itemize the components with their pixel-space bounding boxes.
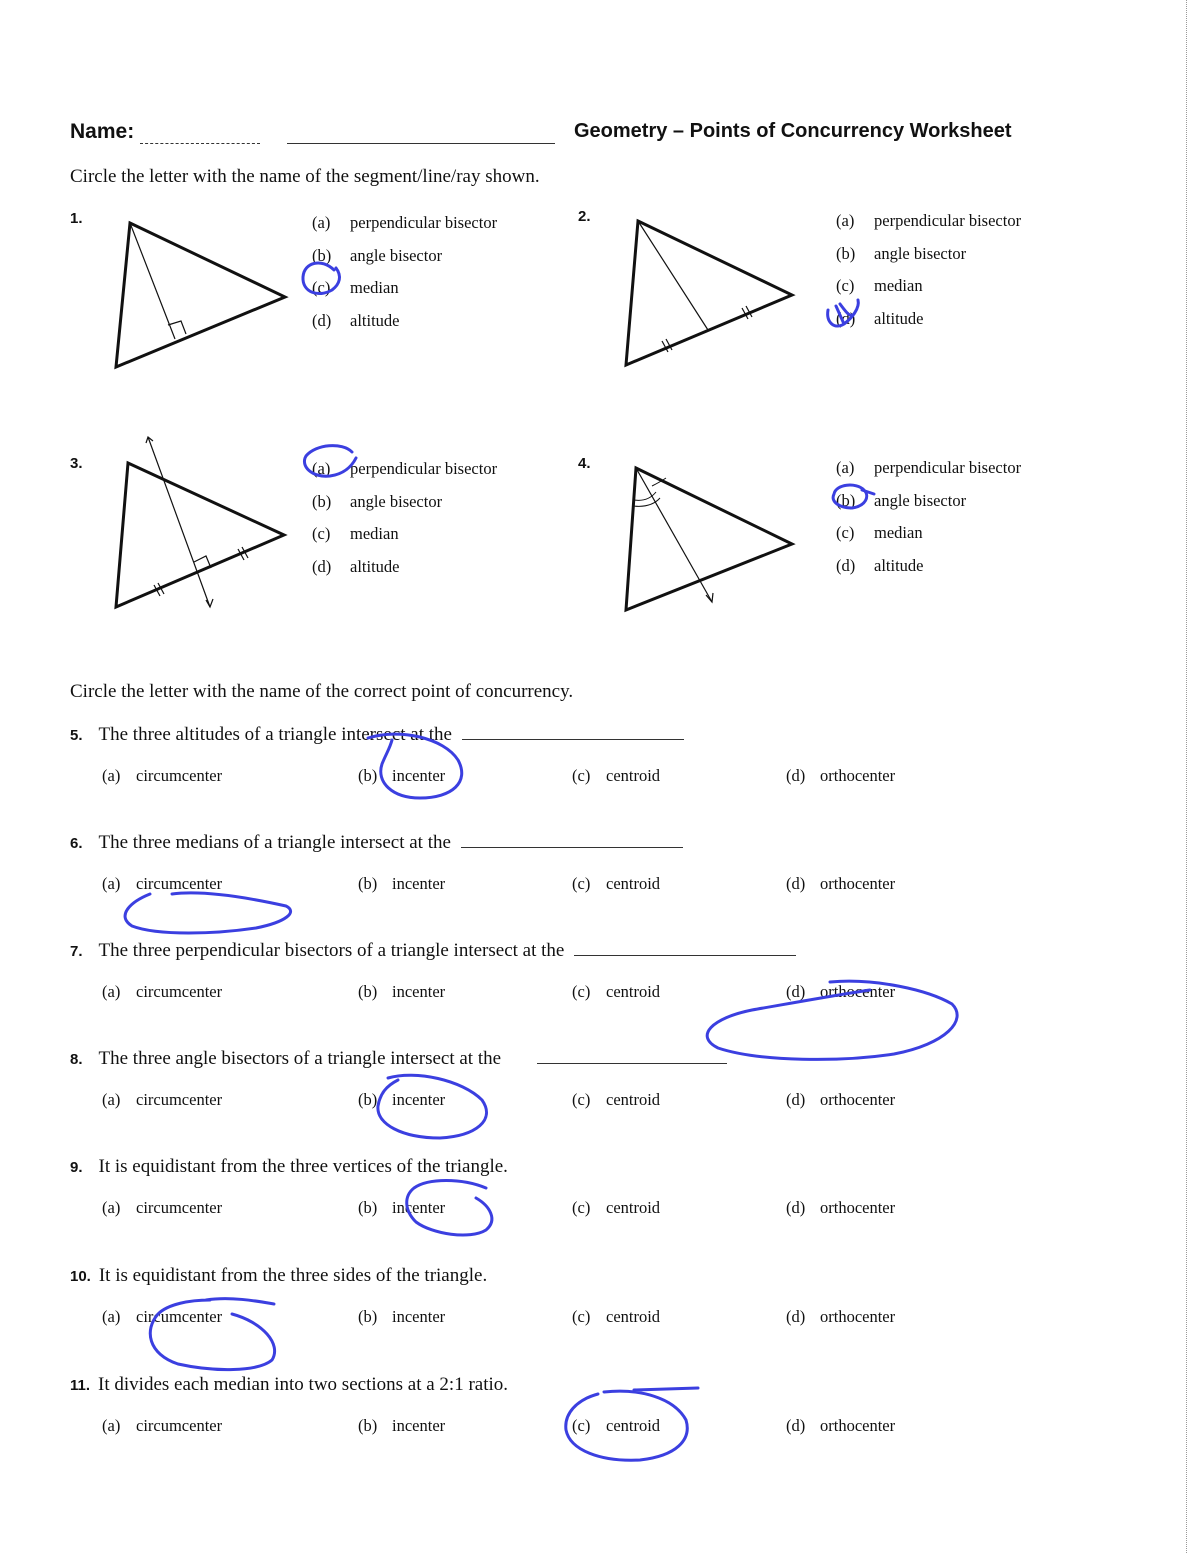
option-text: orthocenter <box>820 1416 896 1435</box>
q1-answer-circle-mark <box>303 263 340 294</box>
option-text: median <box>350 278 399 297</box>
option-letter: (c) <box>572 766 591 785</box>
option-text: circumcenter <box>136 1416 223 1435</box>
option-letter: (b) <box>358 1416 378 1435</box>
option-text: centroid <box>606 1416 661 1435</box>
option-letter: (a) <box>102 1090 121 1109</box>
name-label: Name: <box>70 120 135 143</box>
option-text: incenter <box>392 1307 446 1326</box>
option-text: perpendicular bisector <box>874 458 1022 477</box>
section1-instruction: Circle the letter with the name of the segment/line/ray shown. <box>70 166 540 187</box>
option-text: orthocenter <box>820 1198 896 1217</box>
option-letter: (d) <box>836 555 856 575</box>
q9-answer-circle-mark <box>407 1181 492 1236</box>
option-letter: (b) <box>358 1090 378 1109</box>
option-text: incenter <box>392 982 446 1001</box>
q6-text: The three medians of a triangle intersect at the <box>98 832 451 853</box>
q5-answer-circle-mark <box>368 734 462 798</box>
option-letter: (b) <box>358 982 378 1001</box>
option-letter: (a) <box>102 874 121 893</box>
q8-text: The three angle bisectors of a triangle intersect at the <box>98 1048 502 1069</box>
option-letter: (a) <box>836 211 855 230</box>
option-text: centroid <box>606 1198 661 1217</box>
option-letter: (b) <box>358 1307 378 1326</box>
q6-number: 6. <box>70 835 83 852</box>
option-letter: (b) <box>312 491 332 511</box>
option-text: centroid <box>606 766 661 785</box>
option-text: incenter <box>392 1090 446 1109</box>
q4-answer-circle-mark <box>833 485 874 508</box>
q7-answer-circle-mark <box>707 981 957 1059</box>
q9-number: 9. <box>70 1159 83 1176</box>
option-text: perpendicular bisector <box>874 211 1022 230</box>
option-letter: (b) <box>312 245 332 265</box>
option-letter: (c) <box>836 523 855 542</box>
option-text: centroid <box>606 982 661 1001</box>
option-text: perpendicular bisector <box>350 213 498 232</box>
option-letter: (c) <box>312 278 331 297</box>
option-letter: (c) <box>572 874 591 893</box>
option-text: altitude <box>350 310 400 330</box>
option-text: incenter <box>392 766 446 785</box>
option-letter: (c) <box>572 1307 591 1326</box>
option-letter: (a) <box>312 213 331 232</box>
option-text: centroid <box>606 874 661 893</box>
option-letter: (a) <box>102 766 121 785</box>
option-text: altitude <box>350 556 400 576</box>
q5-text: The three altitudes of a triangle intersect at the <box>98 724 452 745</box>
q9-text: It is equidistant from the three vertices of the triangle. <box>98 1156 508 1177</box>
option-text: altitude <box>874 308 924 328</box>
option-letter: (b) <box>358 766 378 785</box>
option-letter: (c) <box>572 1090 591 1109</box>
option-letter: (a) <box>836 458 855 477</box>
option-text: circumcenter <box>136 1198 223 1217</box>
option-text: centroid <box>606 1090 661 1109</box>
option-letter: (b) <box>836 243 856 263</box>
option-text: circumcenter <box>136 766 223 785</box>
option-letter: (a) <box>102 1198 121 1217</box>
q11-answer-circle-mark <box>566 1388 698 1460</box>
option-letter: (d) <box>786 982 806 1001</box>
option-letter: (a) <box>102 1307 121 1326</box>
q10-number: 10. <box>70 1268 91 1285</box>
q8-number: 8. <box>70 1051 83 1068</box>
q11-text: It divides each median into two sections at a 2:1 ratio. <box>98 1374 509 1395</box>
section2-instruction: Circle the letter with the name of the correct point of concurrency. <box>70 681 574 702</box>
option-text: circumcenter <box>136 1090 223 1109</box>
option-letter: (a) <box>102 982 121 1001</box>
q6-answer-circle-mark <box>125 893 291 933</box>
q3-answer-circle-mark <box>304 446 356 477</box>
option-text: angle bisector <box>874 243 967 263</box>
option-text: orthocenter <box>820 766 896 785</box>
option-letter: (d) <box>786 1416 806 1435</box>
option-letter: (b) <box>836 490 856 510</box>
option-text: orthocenter <box>820 1090 896 1109</box>
option-letter: (d) <box>786 1090 806 1109</box>
option-text: orthocenter <box>820 982 896 1001</box>
option-letter: (c) <box>836 276 855 295</box>
option-letter: (d) <box>312 556 332 576</box>
option-text: orthocenter <box>820 874 896 893</box>
option-letter: (a) <box>312 459 331 478</box>
option-letter: (d) <box>786 1307 806 1326</box>
q2-answer-check-mark <box>828 300 859 326</box>
q7-number: 7. <box>70 943 83 960</box>
option-text: circumcenter <box>136 982 223 1001</box>
option-letter: (d) <box>836 308 856 328</box>
q1-number: 1. <box>70 210 83 227</box>
q7-text: The three perpendicular bisectors of a triangle intersect at the <box>98 940 565 961</box>
option-text: circumcenter <box>136 874 223 893</box>
q11-number: 11. <box>70 1377 91 1394</box>
option-text: angle bisector <box>350 245 443 265</box>
option-text: perpendicular bisector <box>350 459 498 478</box>
q4-number: 4. <box>578 455 591 472</box>
option-letter: (d) <box>786 766 806 785</box>
option-text: centroid <box>606 1307 661 1326</box>
q10-text: It is equidistant from the three sides of the triangle. <box>98 1265 488 1286</box>
option-letter: (b) <box>358 874 378 893</box>
q2-number: 2. <box>578 208 591 225</box>
option-text: median <box>874 276 923 295</box>
q3-number: 3. <box>70 455 83 472</box>
option-text: angle bisector <box>350 491 443 511</box>
option-letter: (b) <box>358 1198 378 1217</box>
option-text: circumcenter <box>136 1307 223 1326</box>
option-text: orthocenter <box>820 1307 896 1326</box>
option-text: median <box>350 524 399 543</box>
q8-answer-circle-mark <box>378 1075 487 1138</box>
option-text: angle bisector <box>874 490 967 510</box>
option-text: incenter <box>392 1198 446 1217</box>
option-text: incenter <box>392 874 446 893</box>
option-text: incenter <box>392 1416 446 1435</box>
option-text: median <box>874 523 923 542</box>
q10-answer-circle-mark <box>150 1299 274 1370</box>
option-letter: (c) <box>572 982 591 1001</box>
option-letter: (c) <box>312 524 331 543</box>
option-text: altitude <box>874 555 924 575</box>
q5-number: 5. <box>70 727 83 744</box>
option-letter: (c) <box>572 1198 591 1217</box>
option-letter: (d) <box>786 1198 806 1217</box>
option-letter: (a) <box>102 1416 121 1435</box>
worksheet-title: Geometry – Points of Concurrency Worksheet <box>574 120 1012 142</box>
option-letter: (d) <box>786 874 806 893</box>
option-letter: (d) <box>312 310 332 330</box>
option-letter: (c) <box>572 1416 591 1435</box>
